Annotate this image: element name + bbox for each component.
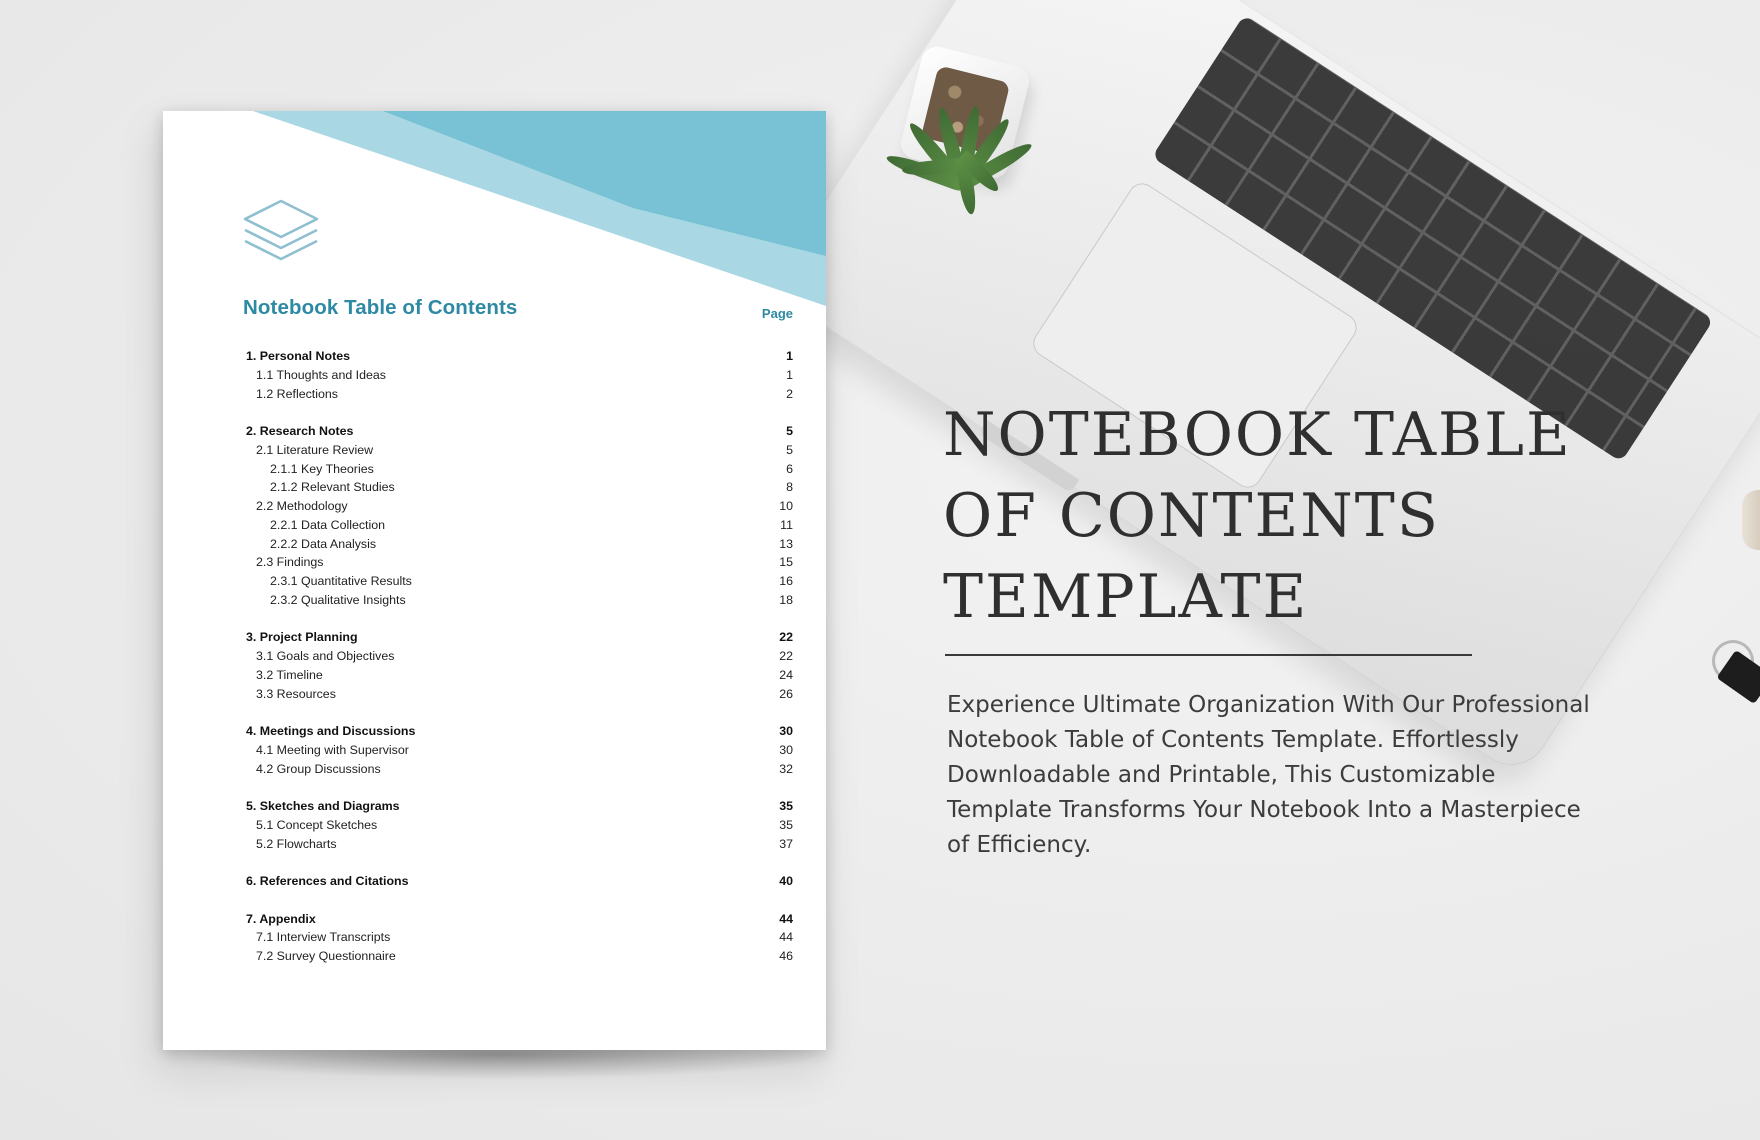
toc-entry-page: 5 xyxy=(786,424,793,438)
toc-entry-page: 26 xyxy=(779,686,793,701)
toc-section xyxy=(246,722,793,778)
toc-entry-page: 15 xyxy=(779,555,793,570)
toc-entry xyxy=(246,441,793,460)
toc-section xyxy=(246,872,793,891)
toc-section xyxy=(246,628,793,703)
toc-entry-page: 13 xyxy=(779,536,793,551)
toc-entry-page: 2 xyxy=(786,386,793,401)
toc-entry-page: 44 xyxy=(779,911,793,926)
toc-entry-page: 30 xyxy=(779,724,793,738)
toc-entry xyxy=(246,460,793,479)
toc-entry xyxy=(246,385,793,404)
toc-section-heading xyxy=(246,797,793,816)
headline-line: OF CONTENTS xyxy=(943,481,1440,551)
toc-entry-label: 2.1.1 Key Theories xyxy=(270,461,374,476)
pencil-photo xyxy=(1742,490,1760,550)
toc-section xyxy=(246,910,793,966)
headline-line: NOTEBOOK TABLE xyxy=(943,400,1572,470)
headline xyxy=(943,395,1663,638)
toc-entry xyxy=(246,760,793,779)
toc-section-heading xyxy=(246,910,793,929)
page-column-header: Page xyxy=(761,306,793,321)
toc-entry-page: 11 xyxy=(780,517,793,532)
toc-section-heading xyxy=(246,872,793,891)
toc-entry-page: 46 xyxy=(779,949,793,963)
toc-entry-label: 2.1.2 Relevant Studies xyxy=(270,480,395,495)
document-page xyxy=(163,111,826,1050)
toc-entry-page: 16 xyxy=(779,574,793,588)
description-line: of Efficiency. xyxy=(947,832,1092,858)
toc-section xyxy=(246,347,793,403)
toc-entry xyxy=(246,497,793,516)
toc-entry-page: 22 xyxy=(779,649,793,663)
toc-entry xyxy=(246,666,793,685)
toc-entry-label: 4.1 Meeting with Supervisor xyxy=(256,742,409,757)
toc-entry-label: 4. Meetings and Discussions xyxy=(246,724,416,738)
toc-entry-page: 35 xyxy=(779,799,793,813)
toc-entry xyxy=(246,835,793,854)
toc-entry-label: 1.1 Thoughts and Ideas xyxy=(256,367,386,382)
toc-entry-page: 24 xyxy=(779,667,793,682)
toc-section xyxy=(246,797,793,853)
toc-entry-label: 1.2 Reflections xyxy=(256,386,338,401)
toc-entry-page: 10 xyxy=(779,499,793,513)
toc-entry-page: 30 xyxy=(779,742,793,757)
toc-entry-page: 5 xyxy=(786,442,793,457)
toc-entry-label: 7.1 Interview Transcripts xyxy=(256,930,391,945)
toc-entry-page: 32 xyxy=(779,761,793,776)
toc-entry xyxy=(246,741,793,760)
toc-section xyxy=(246,422,793,610)
toc-entry-page: 6 xyxy=(786,461,793,476)
description-line: Downloadable and Printable, This Customizable xyxy=(947,762,1496,788)
headline-line: TEMPLATE xyxy=(943,562,1309,632)
toc-entry-label: 2.2.1 Data Collection xyxy=(270,517,386,532)
toc-entry xyxy=(246,685,793,704)
description xyxy=(947,688,1590,863)
toc-section-heading xyxy=(246,722,793,741)
toc-entry-label: 5.2 Flowcharts xyxy=(256,836,337,851)
headline-divider xyxy=(945,654,1472,656)
toc-entry-label: 2. Research Notes xyxy=(246,424,354,438)
toc-entry-label: 4.2 Group Discussions xyxy=(256,761,381,776)
toc-entry-page: 1 xyxy=(786,349,793,363)
description-line: Experience Ultimate Organization With Our Professional xyxy=(947,692,1590,718)
toc-entry xyxy=(246,366,793,385)
toc-section-heading xyxy=(246,628,793,647)
toc-entry xyxy=(246,516,793,535)
toc-entry xyxy=(246,591,793,610)
toc-entry-label: 7.2 Survey Questionnaire xyxy=(256,949,396,963)
toc-entry-page: 44 xyxy=(779,930,793,945)
toc-entry-page: 1 xyxy=(786,367,793,382)
toc-entry-label: 5. Sketches and Diagrams xyxy=(246,799,400,813)
toc-entry-label: 2.3 Findings xyxy=(256,555,324,570)
table-of-contents xyxy=(246,347,793,985)
toc-entry-page: 35 xyxy=(779,817,793,832)
binder-clip-photo xyxy=(1712,640,1760,710)
toc-entry xyxy=(246,572,793,591)
toc-entry-page: 40 xyxy=(779,874,793,888)
toc-entry-page: 22 xyxy=(779,630,793,645)
toc-entry xyxy=(246,535,793,554)
toc-entry-page: 18 xyxy=(779,592,793,607)
toc-entry-label: 5.1 Concept Sketches xyxy=(256,817,378,832)
toc-entry-label: 2.2.2 Data Analysis xyxy=(270,536,377,551)
toc-entry xyxy=(246,816,793,835)
toc-entry-page: 37 xyxy=(779,836,793,851)
toc-entry-label: 3.1 Goals and Objectives xyxy=(256,649,395,663)
toc-entry-label: 7. Appendix xyxy=(246,911,316,926)
toc-entry-label: 3.2 Timeline xyxy=(256,667,323,682)
toc-entry xyxy=(246,928,793,947)
toc-entry-label: 3. Project Planning xyxy=(246,630,358,645)
toc-entry-label: 2.2 Methodology xyxy=(256,499,348,513)
toc-entry-label: 6. References and Citations xyxy=(246,874,409,888)
toc-entry-label: 2.1 Literature Review xyxy=(256,442,374,457)
toc-entry xyxy=(246,553,793,572)
toc-section-heading xyxy=(246,422,793,441)
toc-section-heading xyxy=(246,347,793,366)
toc-entry-label: 1. Personal Notes xyxy=(246,349,350,363)
toc-entry-page: 8 xyxy=(786,480,793,495)
description-line: Template Transforms Your Notebook Into a Masterpiece xyxy=(947,797,1581,823)
toc-entry xyxy=(246,647,793,666)
toc-entry-label: 2.3.2 Qualitative Insights xyxy=(270,592,406,607)
layers-stack-icon xyxy=(241,197,321,267)
document-title: Notebook Table of Contents xyxy=(243,296,518,319)
description-line: Notebook Table of Contents Template. Effortlessly xyxy=(947,727,1519,753)
toc-entry-label: 2.3.1 Quantitative Results xyxy=(270,574,412,588)
toc-entry xyxy=(246,478,793,497)
toc-entry xyxy=(246,947,793,966)
toc-entry-label: 3.3 Resources xyxy=(256,686,336,701)
succulent-plant-photo xyxy=(870,20,1040,180)
